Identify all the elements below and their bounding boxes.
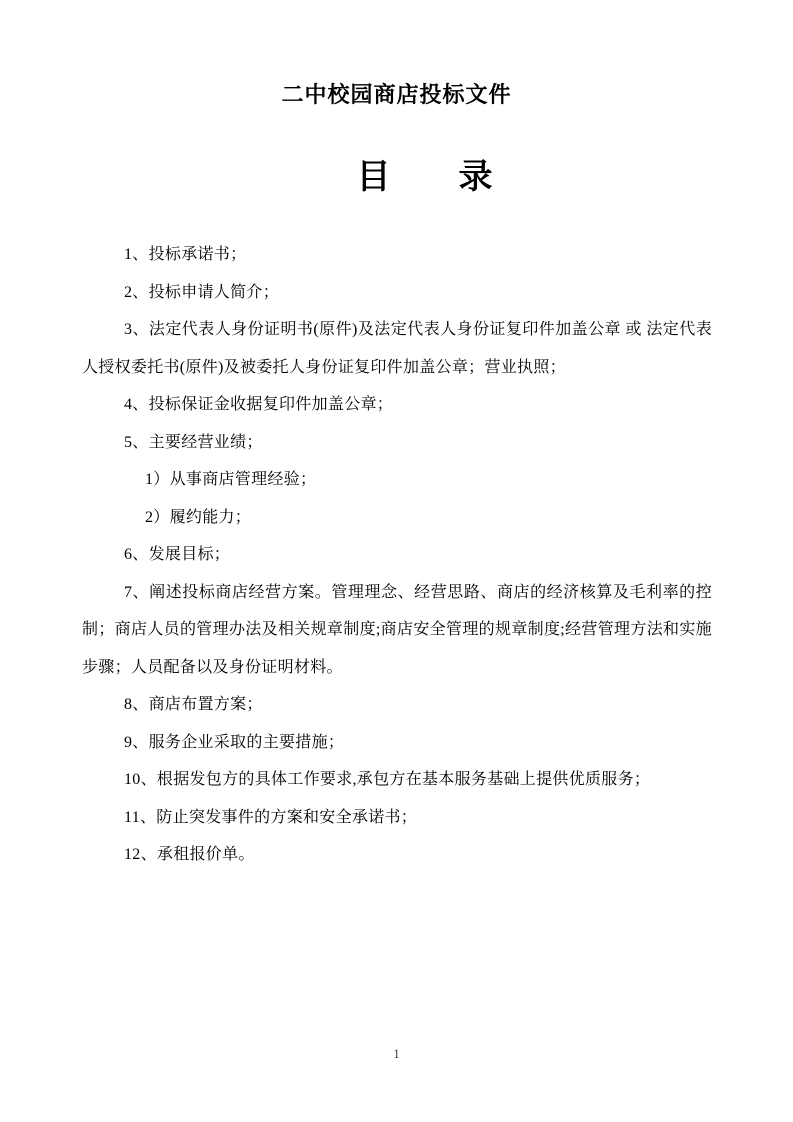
toc-list xyxy=(82,236,712,874)
toc-item-6: 6、发展目标； xyxy=(124,546,231,563)
toc-item-5: 5、主要经营业绩； xyxy=(124,433,263,451)
toc-subitem-5-1: 1）从事商店管理经验； xyxy=(145,471,317,488)
document-title: 二中校园商店投标文件 xyxy=(281,82,512,107)
page-number: 1 xyxy=(393,1046,400,1061)
toc-item-1: 1、投标承诺书； xyxy=(124,246,247,263)
toc-item-10: 10、根据发包方的具体工作要求,承包方在基本服务基础上提供优质服务； xyxy=(124,771,651,788)
toc-item-12: 12、承租报价单。 xyxy=(124,846,255,863)
toc-item-8: 8、商店布置方案； xyxy=(124,696,263,713)
toc-subitem-5-2: 2）履约能力； xyxy=(145,508,252,526)
toc-item-11: 11、防止突发事件的方案和安全承诺书； xyxy=(124,808,418,826)
toc-item-3: 3、法定代表人身份证明书(原件)及法定代表人身份证复印件加盖公章 或 法定代表人授权委托书(原件)及被委托人身份证复印件加盖公章；营业执照； xyxy=(82,321,712,376)
toc-item-9: 9、服务企业采取的主要措施； xyxy=(124,733,345,751)
toc-heading: 目 录 xyxy=(356,159,493,196)
toc-item-7: 7、阐述投标商店经营方案。管理理念、经营思路、商店的经济核算及毛利率的控制；商店人员的管理办法及相关规章制度;商店安全管理的规章制度;经营管理方法和实施步骤；人员配备以及身份证明材料。 xyxy=(82,583,712,676)
toc-item-4: 4、投标保证金收据复印件加盖公章； xyxy=(124,396,394,413)
toc-item-2: 2、投标申请人简介； xyxy=(124,283,280,301)
